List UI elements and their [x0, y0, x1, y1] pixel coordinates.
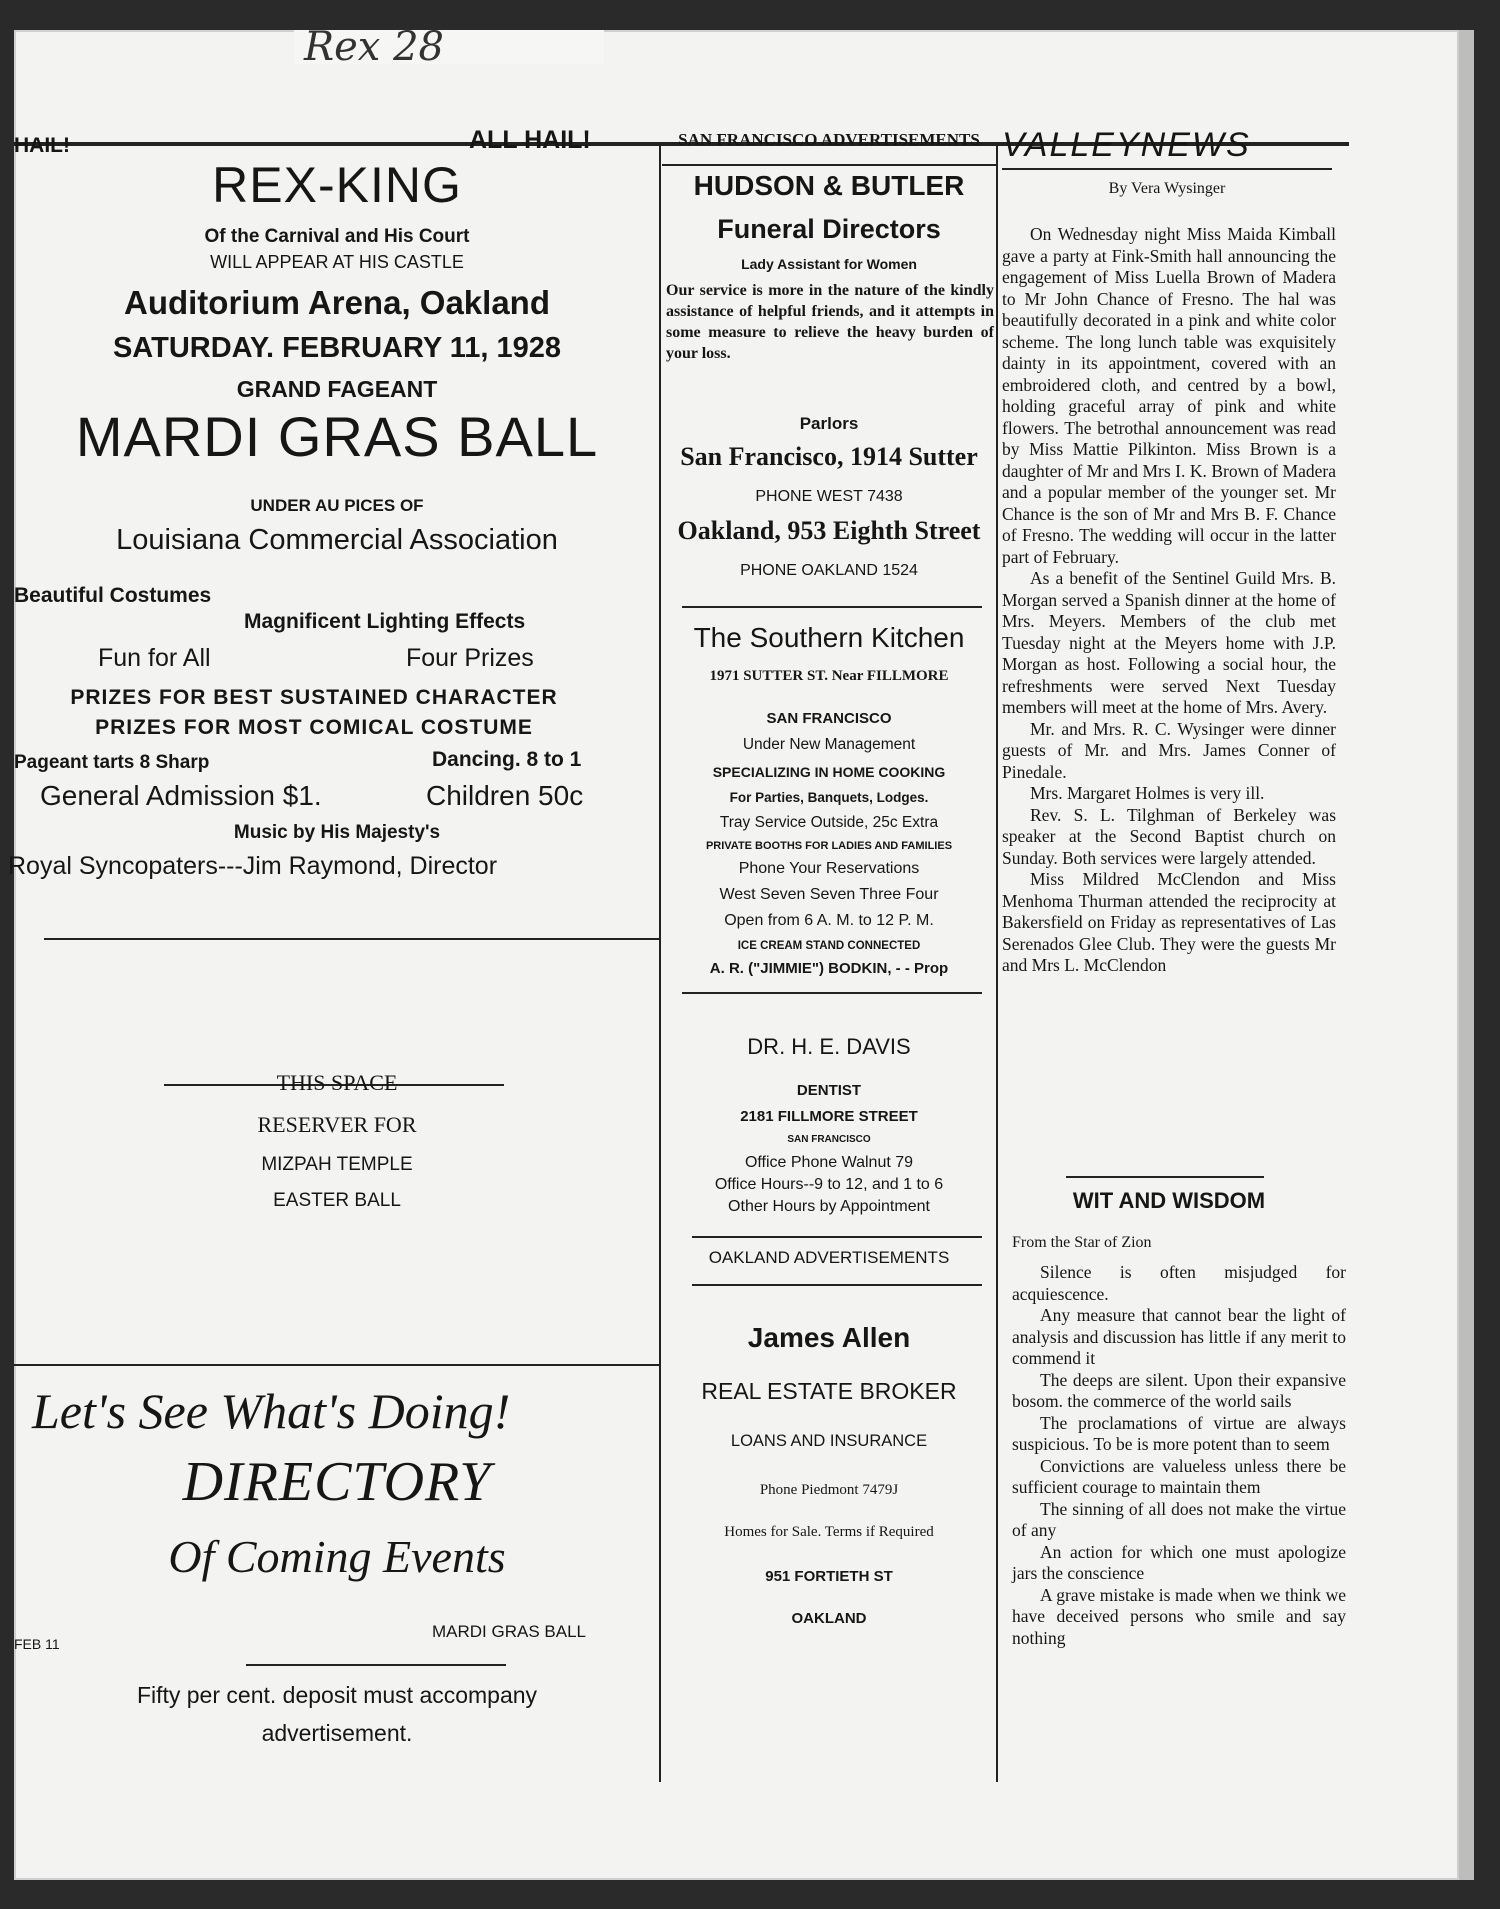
- fun-line: Fun for All: [98, 644, 211, 672]
- news-paragraph: Mrs. Margaret Holmes is very ill.: [1030, 783, 1265, 803]
- oakland-address: Oakland, 953 Eighth Street: [677, 516, 981, 545]
- rule-after-kitchen: [682, 992, 982, 994]
- sk-phone: Phone Your Reservations: [738, 860, 920, 877]
- sk-home-cooking: SPECIALIZING IN HOME COOKING: [712, 764, 946, 780]
- real-estate-broker: REAL ESTATE BROKER: [701, 1378, 957, 1404]
- appear-line: WILL APPEAR AT HIS CASTLE: [210, 252, 464, 272]
- wisdom-paragraph: An action for which one must apologize jars the conscience: [1012, 1541, 1346, 1583]
- space-line-1: THIS SPACE: [276, 1070, 398, 1095]
- dr-phone: Office Phone Walnut 79: [744, 1154, 914, 1171]
- loans-insurance: LOANS AND INSURANCE: [730, 1432, 928, 1450]
- label-tab: [294, 24, 604, 70]
- pageant-time: Pageant tarts 8 Sharp: [14, 752, 210, 773]
- hudson-butler-name: HUDSON & BUTLER: [693, 170, 965, 201]
- sk-parties: For Parties, Banquets, Lodges.: [729, 790, 929, 805]
- sk-address: 1971 SUTTER ST. Near FILLMORE: [709, 668, 949, 684]
- news-paragraph: Rev. S. L. Tilghman of Berkeley was speaker at the Second Baptist church on Sunday. Both services were largely attended.: [1002, 804, 1336, 868]
- prize-character: PRIZES FOR BEST SUSTAINED CHARACTER: [70, 686, 558, 709]
- children-line: Children 50c: [426, 780, 584, 811]
- column-rule-right: [996, 146, 998, 1782]
- sk-open: Open from 6 A. M. to 12 P. M.: [724, 912, 934, 929]
- news-paragraph: Mr. and Mrs. R. C. Wysinger were dinner guests of Mr. and Mrs. James Conner of Pinedale.: [1002, 718, 1336, 782]
- music-line: Music by His Majesty's: [233, 822, 441, 843]
- wisdom-body: [1012, 1262, 1346, 1649]
- space-line-3: MIZPAH TEMPLE: [261, 1154, 413, 1175]
- directory-rule: [246, 1664, 506, 1666]
- ja-address: 951 FORTIETH ST: [765, 1568, 893, 1585]
- phone-oakland: PHONE OAKLAND 1524: [740, 562, 918, 579]
- rule-after-funeral: [682, 606, 982, 608]
- wisdom-paragraph: Convictions are valueless unless there be sufficient courage to maintain them: [1012, 1455, 1346, 1497]
- wisdom-paragraph: The sinning of all does not make the virtue of any: [1012, 1498, 1346, 1540]
- sk-tray: Tray Service Outside, 25c Extra: [719, 814, 939, 831]
- mardi-gras-ball-title: MARDI GRAS BALL: [75, 405, 599, 468]
- news-paragraph: Miss Mildred McClendon and Miss Menhoma Thurman attended the reciprocity at Bakersfield on Friday as representatives of Las Serenados Glee Club. They were the guests Mr and Mrs L. McClendon: [1002, 869, 1336, 975]
- oakland-ads-heading: OAKLAND ADVERTISEMENTS: [708, 1248, 950, 1267]
- dr-address: 2181 FILLMORE STREET: [740, 1108, 918, 1125]
- sk-city: SAN FRANCISCO: [766, 710, 892, 727]
- wit-wisdom-heading: WIT AND WISDOM: [1072, 1188, 1266, 1213]
- wisdom-paragraph: The deeps are silent. Upon their expansive bosom. the commerce of the world sails: [1012, 1369, 1346, 1411]
- rule-after-dentist: [692, 1236, 982, 1238]
- sf-ads-rule: [662, 164, 996, 166]
- syncopaters-line: Royal Syncopaters---Jim Raymond, Director: [8, 852, 498, 880]
- sk-booths: PRIVATE BOOTHS FOR LADIES AND FAMILIES: [705, 840, 953, 852]
- wisdom-paragraph: Any measure that cannot bear the light of analysis and discussion has little if any merit to commend it: [1012, 1305, 1346, 1368]
- venue-line: Auditorium Arena, Oakland: [123, 284, 550, 321]
- dr-city: SAN FRANCISCO: [787, 1134, 871, 1145]
- james-allen-name: James Allen: [747, 1322, 911, 1353]
- dr-davis-name: DR. H. E. DAVIS: [747, 1034, 911, 1059]
- coming-events-heading: Of Coming Events: [168, 1531, 506, 1582]
- page-edge: [1459, 30, 1474, 1880]
- oakland-ads-rule: [692, 1284, 982, 1286]
- sf-ads-heading: SAN FRANCISCO ADVERTISEMENTS: [678, 130, 980, 149]
- parlors-label: Parlors: [799, 414, 859, 433]
- deposit-line-2: advertisement.: [261, 1720, 413, 1746]
- byline: By Vera Wysinger: [1108, 180, 1226, 197]
- admission-line: General Admission $1.: [40, 780, 322, 811]
- space-line-4: EASTER BALL: [273, 1190, 401, 1211]
- association-line: Louisiana Commercial Association: [116, 524, 558, 556]
- sk-number: West Seven Seven Three Four: [719, 886, 939, 903]
- wisdom-paragraph: A grave mistake is made when we think we have deceived persons who smile and say nothing: [1012, 1584, 1346, 1648]
- valley-news-title: VALLEYNEWS: [1002, 126, 1251, 164]
- rex-king-title: REX-KING: [212, 157, 462, 213]
- wisdom-paragraph: Silence is often misjudged for acquiescence.: [1012, 1262, 1346, 1304]
- newspaper-page: [8, 24, 1459, 1880]
- valley-news-rule: [1002, 168, 1332, 170]
- valley-news-body: [1002, 224, 1336, 977]
- sk-proprietor: A. R. ("JIMMIE") BODKIN, - - Prop: [709, 960, 949, 977]
- hail-left: HAIL!: [14, 134, 70, 157]
- lighting-line: Magnificent Lighting Effects: [244, 610, 526, 633]
- dentist-label: DENTIST: [796, 1082, 862, 1099]
- homes-for-sale: Homes for Sale. Terms if Required: [724, 1524, 934, 1540]
- sf-address: San Francisco, 1914 Sutter: [680, 442, 978, 471]
- lets-see-heading: Let's See What's Doing!: [32, 1383, 511, 1439]
- wisdom-source: From the Star of Zion: [1012, 1234, 1152, 1251]
- phone-west: PHONE WEST 7438: [755, 488, 903, 505]
- funeral-service-text: Our service is more in the nature of the kindly assistance of helpful friends, and it attempts in some measure to relieve the heavy burden of your loss.: [666, 282, 994, 362]
- news-paragraph: As a benefit of the Sentinel Guild Mrs. B. Morgan served a Spanish dinner at the home of Mrs. Meyers. Members of the club met Tuesday night at the Meyers home with J.P. Morgan as host. Following a social hour, the refreshments were served Next Tuesday members will meet at the home of Mrs. Avery.: [1002, 568, 1336, 717]
- news-paragraph: On Wednesday night Miss Maida Kimball gave a party at Fink-Smith hall announcing the engagement of Miss Luella Brown of Madera to Mr John Chance of Fresno. The hal was beautifully decorated in a pink and white color scheme. The long lunch table was exquisitely dainty in its appointment, covered with an embroidered cloth, and centred by a bowl, holding graceful array of pink and white flowers. The betrothal announcement was read by Miss Mattie Pilkinton. Miss Brown is a daughter of Mr and Mrs I. K. Brown of Madera and a popular member of the younger set. Mr Chance is the son of Mr and Mrs B. F. Chance of Fresno. The wedding will occur in the latter part of February.: [1002, 224, 1336, 567]
- prizes-line: Four Prizes: [406, 644, 534, 672]
- wisdom-paragraph: The proclamations of virtue are always suspicious. To be is more potent than to seem: [1012, 1412, 1346, 1454]
- sk-management: Under New Management: [742, 736, 916, 753]
- date-line: SATURDAY. FEBRUARY 11, 1928: [112, 332, 562, 364]
- directory-heading: DIRECTORY: [182, 1451, 492, 1513]
- event-date: FEB 11: [14, 1636, 60, 1652]
- sk-ice-cream: ICE CREAM STAND CONNECTED: [737, 940, 921, 952]
- costumes-line: Beautiful Costumes: [14, 584, 212, 607]
- rule-after-ad: [44, 938, 659, 940]
- space-line-2: RESERVER FOR: [257, 1112, 417, 1137]
- prize-costume: PRIZES FOR MOST COMICAL COSTUME: [95, 716, 533, 739]
- auspices-line: UNDER AU PICES OF: [250, 496, 424, 515]
- funeral-directors: Funeral Directors: [717, 214, 941, 244]
- hail-right: ALL HAIL!: [469, 126, 591, 154]
- dr-appointment: Other Hours by Appointment: [728, 1198, 930, 1215]
- lady-assistant: Lady Assistant for Women: [741, 256, 917, 272]
- header-scrawl: Rex 28: [304, 24, 444, 70]
- pageant-line: GRAND FAGEANT: [236, 376, 438, 402]
- ja-phone: Phone Piedmont 7479J: [759, 1482, 899, 1498]
- deposit-line-1: Fifty per cent. deposit must accompany: [136, 1682, 538, 1708]
- event-name: MARDI GRAS BALL: [432, 1622, 586, 1641]
- southern-kitchen-name: The Southern Kitchen: [693, 622, 965, 653]
- court-line: Of the Carnival and His Court: [204, 226, 470, 247]
- dancing-line: Dancing. 8 to 1: [432, 748, 582, 771]
- rule-before-directory: [14, 1364, 660, 1366]
- dr-hours: Office Hours--9 to 12, and 1 to 6: [714, 1176, 944, 1193]
- ja-city: OAKLAND: [791, 1610, 867, 1627]
- wit-rule: [1066, 1176, 1264, 1178]
